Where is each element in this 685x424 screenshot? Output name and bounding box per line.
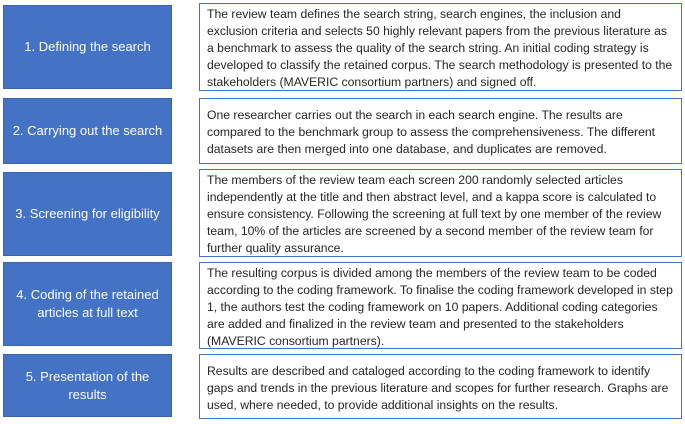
step-4-label: 4. Coding of the retained articles at full text [16, 287, 159, 320]
step-3-label: 3. Screening for eligibility [15, 206, 160, 221]
step-3-description-box [199, 169, 682, 257]
step-3-description: The members of the review team each screen 200 randomly selected articles independently at the title and then abstract level, and a kappa score is calculated to ensure consistency. Following the screening at full text by one member of the review team, 10% of the articles are screened by a second member of the review team for further quality assurance. [207, 173, 662, 255]
step-2-description: One researcher carries out the search in each search engine. The results are compared to the benchmark group to assess the comprehensiveness. The different datasets are then merged into one database, and duplicates are removed. [207, 108, 656, 156]
step-1-description: The review team defines the search string, search engines, the inclusion and exclusion criteria and selects 50 highly relevant papers from the previous literature as a benchmark to assess the quality of the search string. An initial coding strategy is developed to classify the retained corpus. The search methodology is presented to the stakeholders (MAVERIC consortium partners) and signed off. [207, 7, 673, 89]
step-5-label-box [3, 354, 172, 417]
step-1-label: 1. Defining the search [24, 39, 151, 54]
step-5-label: 5. Presentation of the results [25, 368, 150, 402]
step-2-label: 2. Carrying out the search [12, 123, 163, 138]
step-1-description-box [199, 3, 682, 91]
step-5-description: Results are described and cataloged according to the coding framework to identify gaps and trends in the previous literature and scopes for further research. Graphs are used, where needed, to provide additional insights on the results. [207, 363, 669, 412]
step-2-label-box [3, 98, 172, 164]
step-4-label-box [3, 262, 172, 346]
step-5-description-box [199, 354, 682, 419]
step-4-description-box [199, 262, 682, 349]
step-4-description: The resulting corpus is divided among the members of the review team to be coded according to the coding framework. To finalise the coding framework developed in step 1, the authors test the coding framework on 10 papers. Additional coding categories are added and finalized in the review team and presented to the stakeholders (MAVERIC consortium partners). [207, 265, 673, 348]
step-1-label-box [3, 5, 172, 89]
step-3-label-box [3, 172, 172, 256]
step-2-description-box [199, 98, 682, 164]
